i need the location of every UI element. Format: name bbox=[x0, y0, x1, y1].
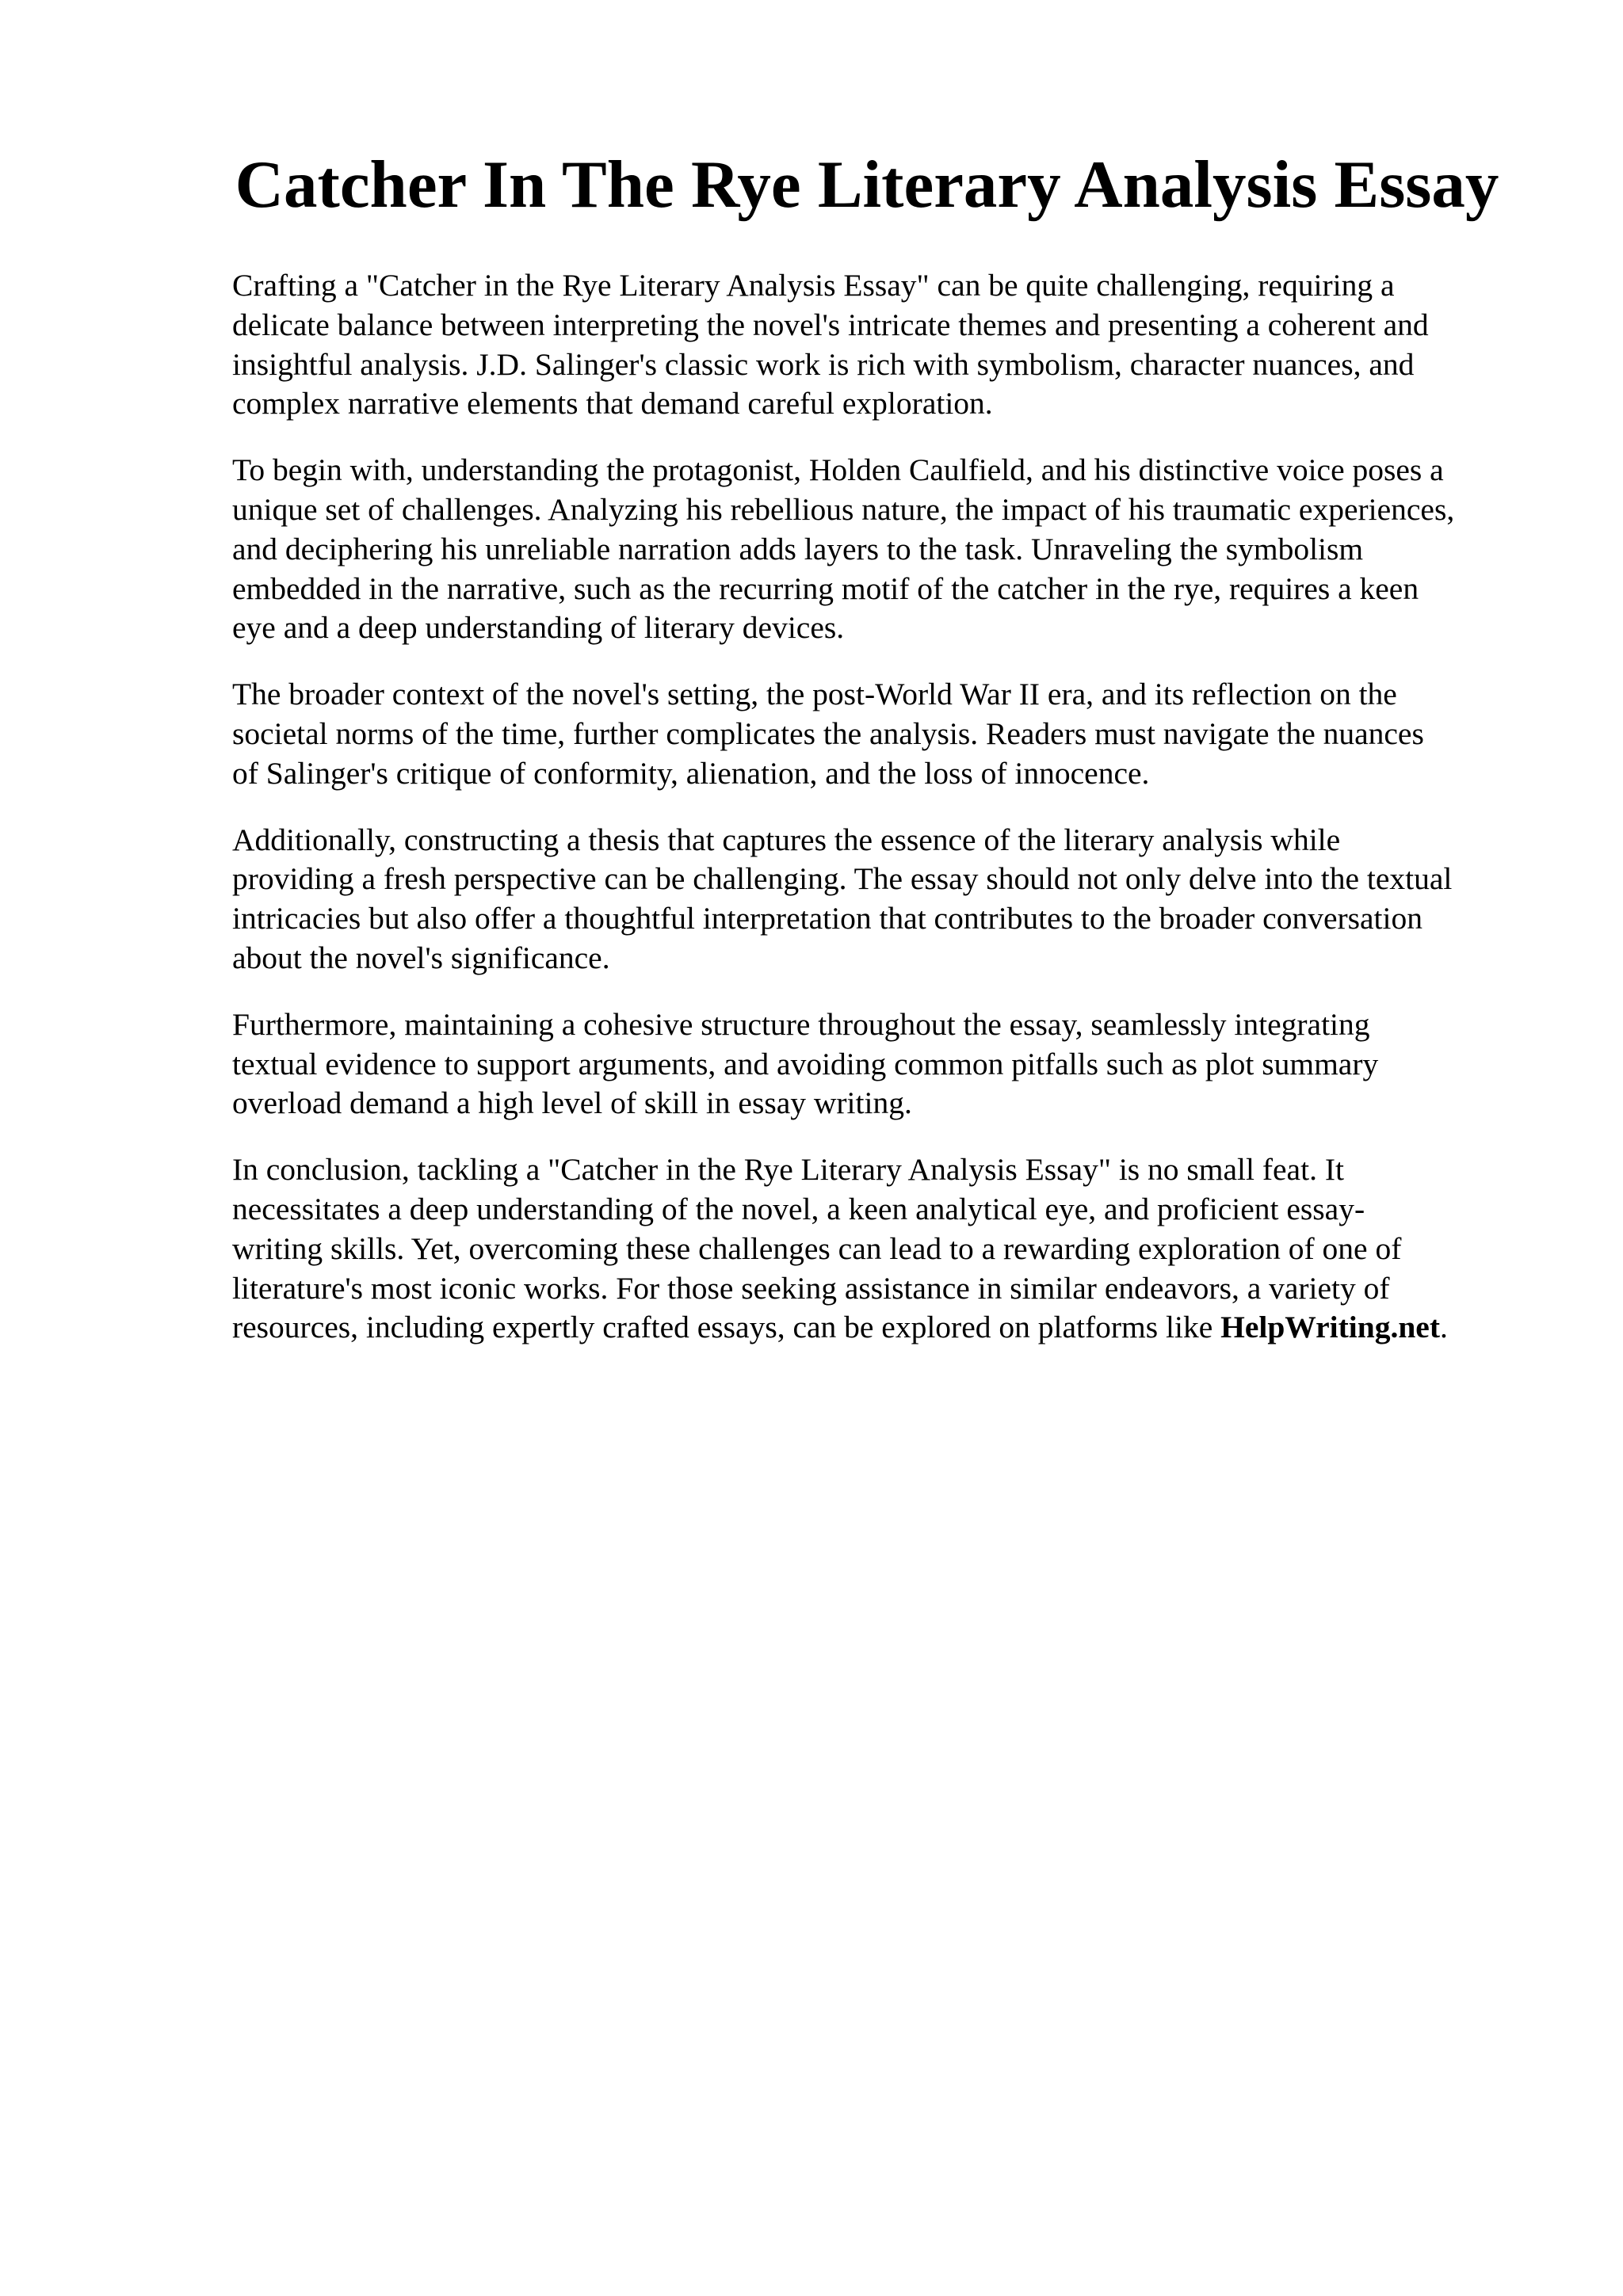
text-line: textual evidence to support arguments, and avoiding common pitfalls such as plot summary bbox=[232, 1046, 1379, 1081]
text-line: In conclusion, tackling a "Catcher in the Rye Literary Analysis Essay" is no small feat. It bbox=[232, 1152, 1344, 1188]
text-line: complex narrative elements that demand careful exploration. bbox=[232, 386, 993, 421]
text-line: Furthermore, maintaining a cohesive structure throughout the essay, seamlessly integrating bbox=[232, 1006, 1370, 1042]
paragraph-conclusion bbox=[232, 1150, 1532, 1348]
text-line: embedded in the narrative, such as the recurring motif of the catcher in the rye, requires a keen bbox=[232, 570, 1419, 606]
text-line: delicate balance between interpreting the novel's intricate themes and presenting a coherent and bbox=[232, 307, 1429, 342]
text-line: unique set of challenges. Analyzing his rebellious nature, the impact of his traumatic experiences, bbox=[232, 491, 1455, 527]
paragraph-structure bbox=[232, 1005, 1532, 1123]
paragraph-thesis bbox=[232, 821, 1532, 978]
text-line-final bbox=[232, 1308, 1532, 1348]
text-line: necessitates a deep understanding of the novel, a keen analytical eye, and proficient essay- bbox=[232, 1191, 1365, 1226]
text-line: societal norms of the time, further complicates the analysis. Readers must navigate the nuances bbox=[232, 715, 1424, 751]
text-line: Additionally, constructing a thesis that captures the essence of the literary analysis while bbox=[232, 822, 1341, 857]
text-line: of Salinger's critique of conformity, alienation, and the loss of innocence. bbox=[232, 755, 1150, 791]
text-line: The broader context of the novel's setting, the post-World War II era, and its reflection on the bbox=[232, 677, 1397, 712]
text-line: eye and a deep understanding of literary devices. bbox=[232, 610, 845, 646]
helpwriting-link[interactable]: HelpWriting.net bbox=[1220, 1310, 1440, 1345]
text-line: intricacies but also offer a thoughtful interpretation that contributes to the broader conversation bbox=[232, 901, 1423, 936]
document-body bbox=[232, 266, 1532, 1375]
final-period: . bbox=[1439, 1310, 1448, 1345]
text-line: To begin with, understanding the protagonist, Holden Caulfield, and his distinctive voice poses a bbox=[232, 452, 1444, 488]
text-line: about the novel's significance. bbox=[232, 940, 610, 975]
text-line: writing skills. Yet, overcoming these challenges can lead to a rewarding exploration of one of bbox=[232, 1230, 1402, 1266]
final-line-text: resources, including expertly crafted essays, can be explored on platforms like bbox=[232, 1310, 1221, 1345]
paragraph-context bbox=[232, 675, 1532, 793]
text-line: insightful analysis. J.D. Salinger's classic work is rich with symbolism, character nuances, and bbox=[232, 346, 1415, 382]
paragraph-intro bbox=[232, 266, 1532, 424]
text-line: providing a fresh perspective can be challenging. The essay should not only delve into the textual bbox=[232, 861, 1453, 897]
paragraph-protagonist bbox=[232, 451, 1532, 648]
text-line: Crafting a "Catcher in the Rye Literary Analysis Essay" can be quite challenging, requiring a bbox=[232, 268, 1395, 303]
text-line: literature's most iconic works. For those seeking assistance in similar endeavors, a variety of bbox=[232, 1270, 1390, 1306]
document-title: Catcher In The Rye Literary Analysis Essay bbox=[235, 147, 1499, 222]
text-line: overload demand a high level of skill in essay writing. bbox=[232, 1085, 912, 1121]
text-line: and deciphering his unreliable narration adds layers to the task. Unraveling the symbolism bbox=[232, 531, 1364, 566]
